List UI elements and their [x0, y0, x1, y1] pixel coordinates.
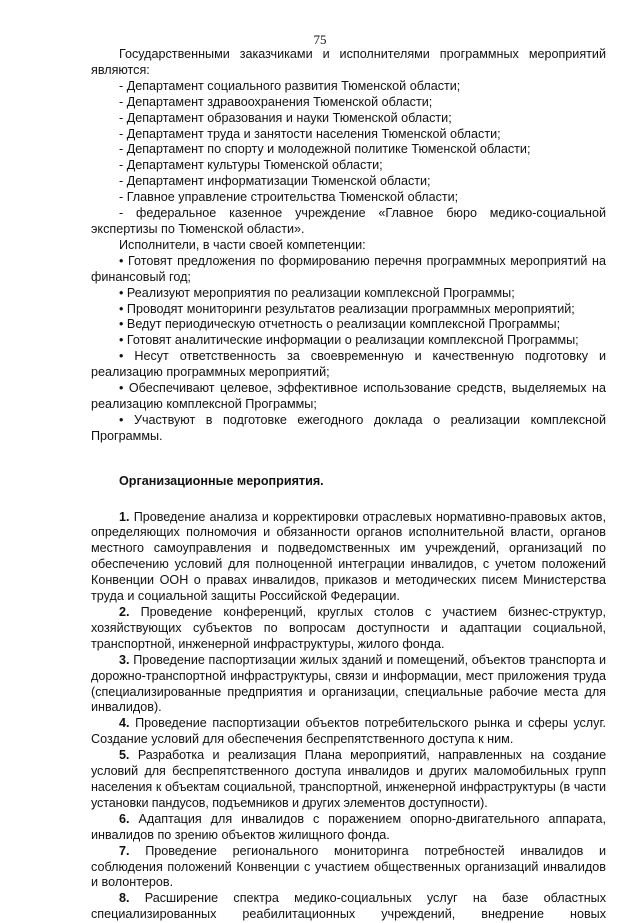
- measure-number: 5.: [119, 748, 130, 763]
- measure-number: 3.: [119, 652, 130, 667]
- measures-list: [91, 510, 606, 923]
- list-item: • Проводят мониторинги результатов реализации программных мероприятий;: [91, 302, 606, 318]
- list-item: • Несут ответственность за своевременную и качественную подготовку и реализацию программных мероприятий;: [91, 349, 606, 381]
- measure-number: 8.: [119, 891, 130, 906]
- list-item: - Департамент образования и науки Тюменской области;: [119, 110, 452, 125]
- measure-text: Адаптация для инвалидов с поражением опорно-двигательного аппарата, инвалидов по зрению объектов жилищного фонда.: [91, 811, 606, 842]
- executors-intro: Исполнители, в части своей компетенции:: [119, 237, 366, 252]
- intro-line-2: являются:: [91, 62, 150, 77]
- measure-text: Проведение анализа и корректировки отраслевых нормативно-правовых актов, определяющих полномочия и обязанности органов исполнительной власти, органов местного самоуправления и подведомственных им учреждений, организаций по обеспечению условий для полноценной интеграции инвалидов, с учетом положений Конвенции ООН о правах инвалидов, приказов и методических писем Министерства труда и социальной защиты Российской Федерации.: [91, 509, 606, 604]
- measure-text: Проведение конференций, круглых столов с участием бизнес-структур, хозяйствующих субъектов по вопросам доступности и адаптации социальной, транспортной, инженерной инфраструктуры, жилого фонда.: [91, 605, 606, 651]
- measure-item: [91, 891, 606, 923]
- measure-number: 6.: [119, 811, 130, 826]
- list-item: • Участвуют в подготовке ежегодного доклада о реализации комплексной Программы.: [91, 413, 606, 445]
- measure-item: [91, 653, 606, 717]
- measure-item: [91, 812, 606, 844]
- list-item: - Департамент социального развития Тюменской области;: [119, 78, 461, 93]
- list-item: - Департамент культуры Тюменской области;: [119, 158, 383, 173]
- measure-text: Разработка и реализация Плана мероприятий, направленных на создание условий для беспрепятственного доступа инвалидов и других маломобильных групп населения к объектам социальной, транспортной, инженерной инфраструктуры (в части установки пандусов, подъемников и других элементов доступности).: [91, 748, 606, 810]
- measure-number: 7.: [119, 843, 130, 858]
- measure-text: Проведение паспортизации жилых зданий и помещений, объектов транспорта и дорожно-транспортной инфраструктуры, связи и информации, мест приложения труда (специализированные предприятия и организации, специальные рабочие места для инвалидов).: [91, 652, 607, 715]
- measure-number: 2.: [119, 605, 130, 619]
- list-item: - Департамент здравоохранения Тюменской области;: [119, 94, 433, 109]
- section-heading: Организационные мероприятия.: [119, 473, 324, 488]
- measure-item: [91, 716, 606, 748]
- measure-text: Проведение паспортизации объектов потребительского рынка и сферы услуг. Создание условий для обеспечения беспрепятственного доступа к ним.: [91, 716, 606, 747]
- list-item: • Готовят аналитические информации о реализации комплексной Программы;: [91, 333, 606, 349]
- intro-line-1: Государственными заказчиками и исполнителями программных мероприятий: [119, 47, 606, 61]
- measure-item: [91, 605, 606, 653]
- departments-list: [91, 79, 606, 206]
- list-item: • Реализуют мероприятия по реализации комплексной Программы;: [91, 286, 606, 302]
- list-item: - Департамент труда и занятости населения Тюменской области;: [119, 126, 501, 141]
- list-item: • Ведут периодическую отчетность о реализации комплексной Программы;: [91, 317, 606, 333]
- measure-number: 4.: [119, 716, 130, 731]
- list-item: • Обеспечивают целевое, эффективное использование средств, выделяемых на реализацию комплексной Программы;: [91, 381, 606, 413]
- list-item: - Департамент информатизации Тюменской области;: [119, 174, 431, 189]
- measure-text: Проведение регионального мониторинга потребностей инвалидов и соблюдения положений Конвенции с участием общественных организаций инвалидов и волонтеров.: [91, 843, 606, 890]
- list-item: - Главное управление строительства Тюменской области;: [119, 190, 459, 205]
- measure-item: [91, 844, 606, 892]
- page-number: 75: [313, 32, 327, 47]
- federal-institution: - федеральное казенное учреждение «Главное бюро медико-социальной экспертизы по Тюменской области».: [91, 206, 606, 236]
- list-item: • Готовят предложения по формированию перечня программных мероприятий на финансовый год;: [91, 254, 606, 286]
- document-body: [91, 47, 606, 923]
- measure-item: [91, 510, 606, 605]
- measure-text: Расширение спектра медико-социальных услуг на базе областных специализированных реабилитационных учреждений, внедрение новых: [91, 891, 607, 922]
- measure-item: [91, 748, 606, 812]
- measure-number: 1.: [119, 509, 130, 524]
- executor-duties-list: [91, 254, 606, 445]
- list-item: - Департамент по спорту и молодежной политике Тюменской области;: [119, 142, 531, 157]
